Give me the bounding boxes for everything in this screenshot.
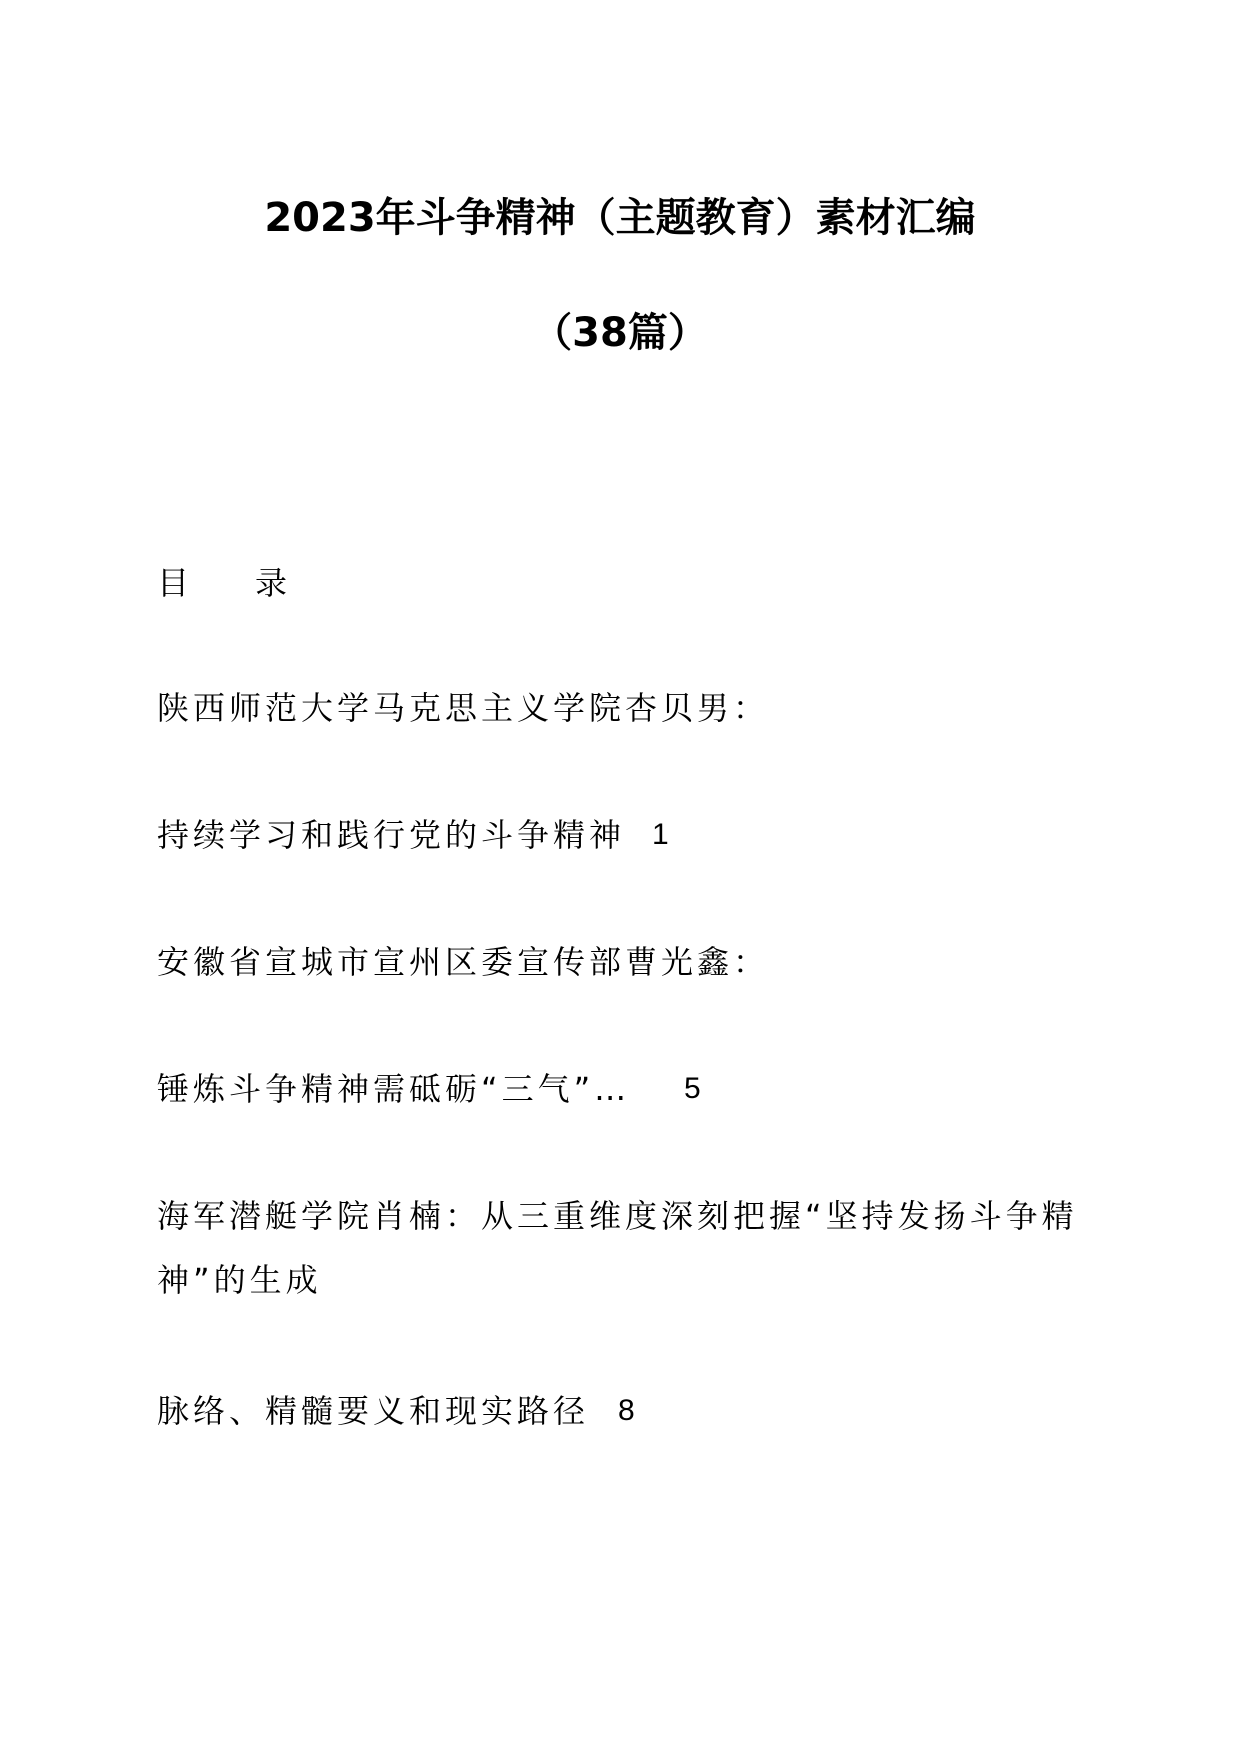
toc-page-number-2: 5 [684, 1072, 701, 1105]
document-subtitle: （38篇） [532, 310, 708, 356]
toc-entry-title-2: 锤炼斗争精神需砥砺“三气”… [157, 1070, 631, 1108]
toc-heading-lu: 录 [255, 564, 288, 602]
toc-page-number-3: 8 [618, 1394, 635, 1427]
toc-entry-title-3-line-2: 脉络、精髓要义和现实路径 [157, 1392, 590, 1430]
document-title: 2023年斗争精神（主题教育）素材汇编 [264, 195, 976, 241]
toc-page-number-1: 1 [652, 818, 669, 851]
toc-entry-author-1: 陕西师范大学马克思主义学院杏贝男： [157, 689, 770, 727]
toc-heading-mu: 目 [157, 564, 190, 602]
toc-entry-author-2: 安徽省宣城市宣州区委宣传部曹光鑫： [157, 943, 770, 981]
toc-entry-title-3-line-1: 神”的生成 [157, 1261, 322, 1299]
toc-entry-author-3: 海军潜艇学院肖楠：从三重维度深刻把握“坚持发扬斗争精 [157, 1197, 1078, 1235]
toc-entry-title-1: 持续学习和践行党的斗争精神 [157, 816, 626, 854]
